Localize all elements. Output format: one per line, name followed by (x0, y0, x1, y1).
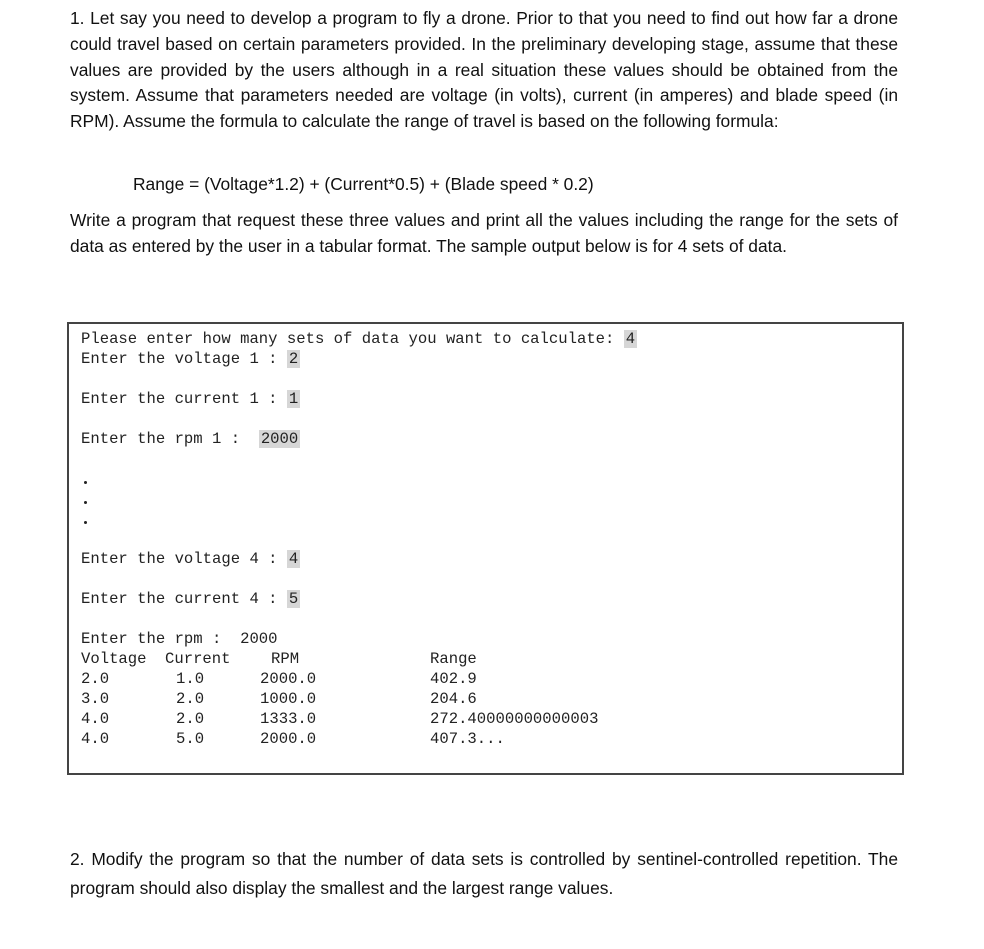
table-column-current-values (176, 649, 204, 749)
table-header-range: Range (430, 650, 477, 668)
table-cell: 2.0 (81, 670, 110, 688)
table-cell: 2000.0 (260, 670, 317, 688)
prompt-rpm-4-label: Enter the rpm : (81, 630, 241, 648)
table-column-rpm-values (260, 649, 316, 749)
question-2-text: 2. Modify the program so that the number of data sets is controlled by sentinel-controlled repetition. The program should also display the smallest and the largest range values. (70, 849, 898, 898)
table-header-rpm: RPM (271, 650, 300, 668)
rpm-1-input-value: 2000 (260, 430, 299, 448)
table-cell: 2.0 (176, 690, 205, 708)
range-formula: Range = (Voltage*1.2) + (Current*0.5) + (Blade speed * 0.2) (133, 174, 594, 194)
prompt-voltage-4-line (81, 549, 300, 569)
voltage-4-input-value: 4 (288, 550, 299, 568)
current-4-input-value: 5 (288, 590, 299, 608)
table-header-voltage: Voltage (81, 650, 147, 668)
question-1-intro: 1. Let say you need to develop a program to fly a drone. Prior to that you need to find out how far a drone could travel based on certain parameters provided. In the preliminary developing stage, assume that these values are provided by the users although in a real situation these values should be obtained from the system. Assume that parameters needed are voltage (in volts), current (in amperes) and blade speed (in RPM). Assume the formula to calculate the range of travel is based on the following formula: (70, 8, 898, 132)
table-cell: 5.0 (176, 730, 205, 748)
table-header-current: Current (165, 650, 231, 668)
table-cell: 1000.0 (260, 690, 317, 708)
table-cell: 4.0 (81, 710, 110, 728)
table-column-range (430, 649, 598, 749)
ellipsis-dot (84, 481, 87, 484)
table-cell: 1.0 (176, 670, 205, 688)
prompt-voltage-1-label: Enter the voltage 1 : (81, 350, 287, 368)
table-cell: 1333.0 (260, 710, 317, 728)
table-cell: 3.0 (81, 690, 110, 708)
prompt-current-4-line (81, 589, 300, 609)
table-cell: 2.0 (176, 710, 205, 728)
prompt-current-1-label: Enter the current 1 : (81, 390, 287, 408)
table-cell: 2000.0 (260, 730, 317, 748)
table-column-voltage (81, 649, 147, 749)
sets-input-value: 4 (625, 330, 636, 348)
question-1-instruction: Write a program that request these three values and print all the values including the range for the sets of data as entered by the user in a tabular format. The sample output below is for 4 sets of data. (70, 210, 898, 256)
table-cell: 402.9 (430, 670, 477, 688)
table-cell: 272.40000000000003 (430, 710, 599, 728)
prompt-rpm-1-label: Enter the rpm 1 : (81, 430, 259, 448)
current-1-input-value: 1 (288, 390, 299, 408)
prompt-voltage-1-line (81, 349, 300, 369)
table-cell: 407.3... (430, 730, 505, 748)
table-cell: 204.6 (430, 690, 477, 708)
rpm-4-input-value: 2000 (240, 630, 278, 648)
prompt-current-4-label: Enter the current 4 : (81, 590, 287, 608)
table-spacer (176, 649, 204, 669)
prompt-rpm-1-line (81, 429, 300, 449)
table-spacer (260, 649, 316, 669)
ellipsis-dot (84, 501, 87, 504)
prompt-voltage-4-label: Enter the voltage 4 : (81, 550, 287, 568)
prompt-sets-label: Please enter how many sets of data you want to calculate: (81, 330, 624, 348)
voltage-1-input-value: 2 (288, 350, 299, 368)
prompt-sets-line (81, 329, 637, 349)
prompt-rpm-4-line (81, 629, 278, 649)
ellipsis-dot (84, 521, 87, 524)
prompt-current-1-line (81, 389, 300, 409)
table-cell: 4.0 (81, 730, 110, 748)
